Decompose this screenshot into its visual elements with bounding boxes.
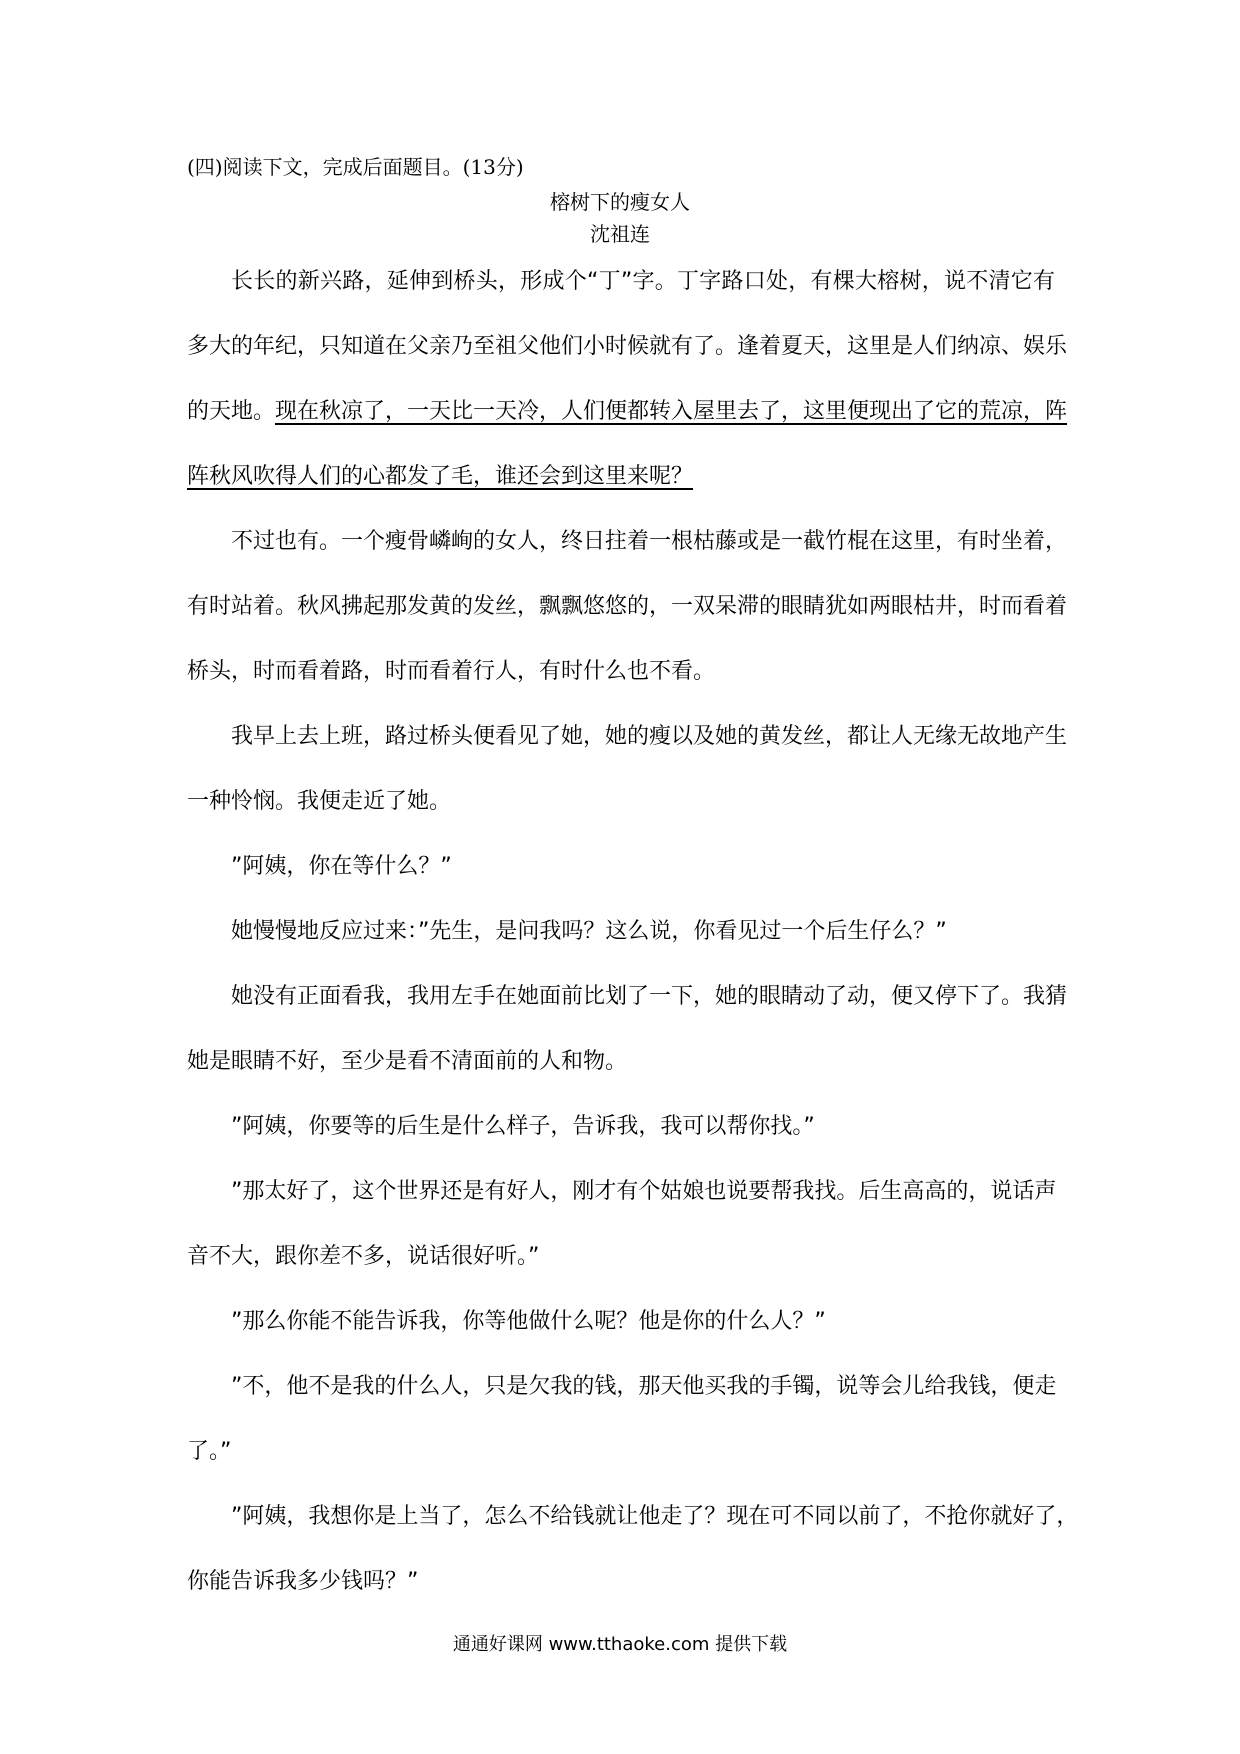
paragraph-line [187, 899, 1055, 964]
text-segment: 多大的年纪，只知道在父亲乃至祖父他们小时候就有了。逢着夏天，这里是人们纳凉、娱乐 [187, 334, 1068, 359]
text-segment: 不过也有。一个瘦骨嶙峋的女人，终日拄着一根枯藤或是一截竹棍在这里，有时坐着， [231, 529, 1068, 554]
footer-watermark: 通通好课网 www.tthaoke.com 提供下载 [452, 1634, 788, 1655]
article-body [187, 249, 1079, 1614]
paragraph-line [187, 444, 1055, 509]
text-segment: 她没有正面看我，我用左手在她面前比划了一下，她的眼睛动了动，便又停下了。我猜 [231, 984, 1068, 1009]
section-header: (四)阅读下文，完成后面题目。(13分) [187, 155, 524, 179]
text-segment: ”那太好了，这个世界还是有好人，刚才有个姑娘也说要帮我找。后生高高的，说话声 [231, 1179, 1057, 1204]
text-segment: ”阿姨，你要等的后生是什么样子，告诉我，我可以帮你找。” [231, 1114, 815, 1139]
paragraph-line [187, 1289, 1055, 1354]
text-segment: 的天地。 [187, 399, 276, 424]
text-segment: ”不，他不是我的什么人，只是欠我的钱，那天他买我的手镯，说等会儿给我钱，便走 [231, 1374, 1057, 1399]
paragraph-line [187, 509, 1068, 574]
text-segment: 她慢慢地反应过来：”先生，是问我吗？这么说，你看见过一个后生仔么？” [231, 919, 947, 944]
article-title: 榕树下的瘦女人 [550, 190, 690, 214]
paragraph-line [187, 1549, 1055, 1614]
paragraph-line [187, 1094, 1055, 1159]
paragraph-line [187, 639, 1055, 704]
text-segment: ”那么你能不能告诉我，你等他做什么呢？他是你的什么人？” [231, 1309, 826, 1334]
text-segment: 我早上去上班，路过桥头便看见了她，她的瘦以及她的黄发丝，都让人无缘无故地产生 [231, 724, 1068, 749]
text-segment: ”阿姨，我想你是上当了，怎么不给钱就让他走了？现在可不同以前了，不抢你就好了， [231, 1504, 1079, 1529]
paragraph-line [187, 1354, 1055, 1419]
text-segment: ”阿姨，你在等什么？” [231, 854, 452, 879]
text-segment: 桥头，时而看着路，时而看着行人，有时什么也不看。 [187, 659, 716, 684]
paragraph-line [187, 834, 1055, 899]
text-segment: 她是眼睛不好，至少是看不清面前的人和物。 [187, 1049, 628, 1074]
paragraph-line [187, 1159, 1055, 1224]
paragraph-line [187, 249, 1055, 314]
paragraph-line [187, 1419, 1055, 1484]
underlined-text: 阵秋风吹得人们的心都发了毛，谁还会到这里来呢？ [187, 464, 694, 489]
underlined-text: 现在秋凉了，一天比一天冷，人们便都转入屋里去了，这里便现出了它的荒凉，阵 [275, 399, 1068, 424]
paragraph-line [187, 769, 1055, 834]
paragraph-line [187, 379, 1068, 444]
text-segment: 一种怜悯。我便走近了她。 [187, 789, 452, 814]
text-segment: 长长的新兴路，延伸到桥头，形成个“丁”字。丁字路口处，有棵大榕树，说不清它有 [231, 269, 1055, 294]
text-segment: 了。” [187, 1439, 232, 1464]
text-segment: 你能告诉我多少钱吗？” [187, 1569, 419, 1594]
paragraph-line [187, 964, 1068, 1029]
paragraph-line [187, 314, 1068, 379]
text-segment: 有时站着。秋风拂起那发黄的发丝，飘飘悠悠的，一双呆滞的眼睛犹如两眼枯井，时而看着 [187, 594, 1068, 619]
paragraph-line [187, 1224, 1055, 1289]
text-segment: 音不大，跟你差不多，说话很好听。” [187, 1244, 540, 1269]
paragraph-line [187, 1029, 1055, 1094]
article-author: 沈祖连 [590, 222, 650, 246]
paragraph-line [187, 574, 1068, 639]
paragraph-line [187, 704, 1068, 769]
paragraph-line [187, 1484, 1079, 1549]
